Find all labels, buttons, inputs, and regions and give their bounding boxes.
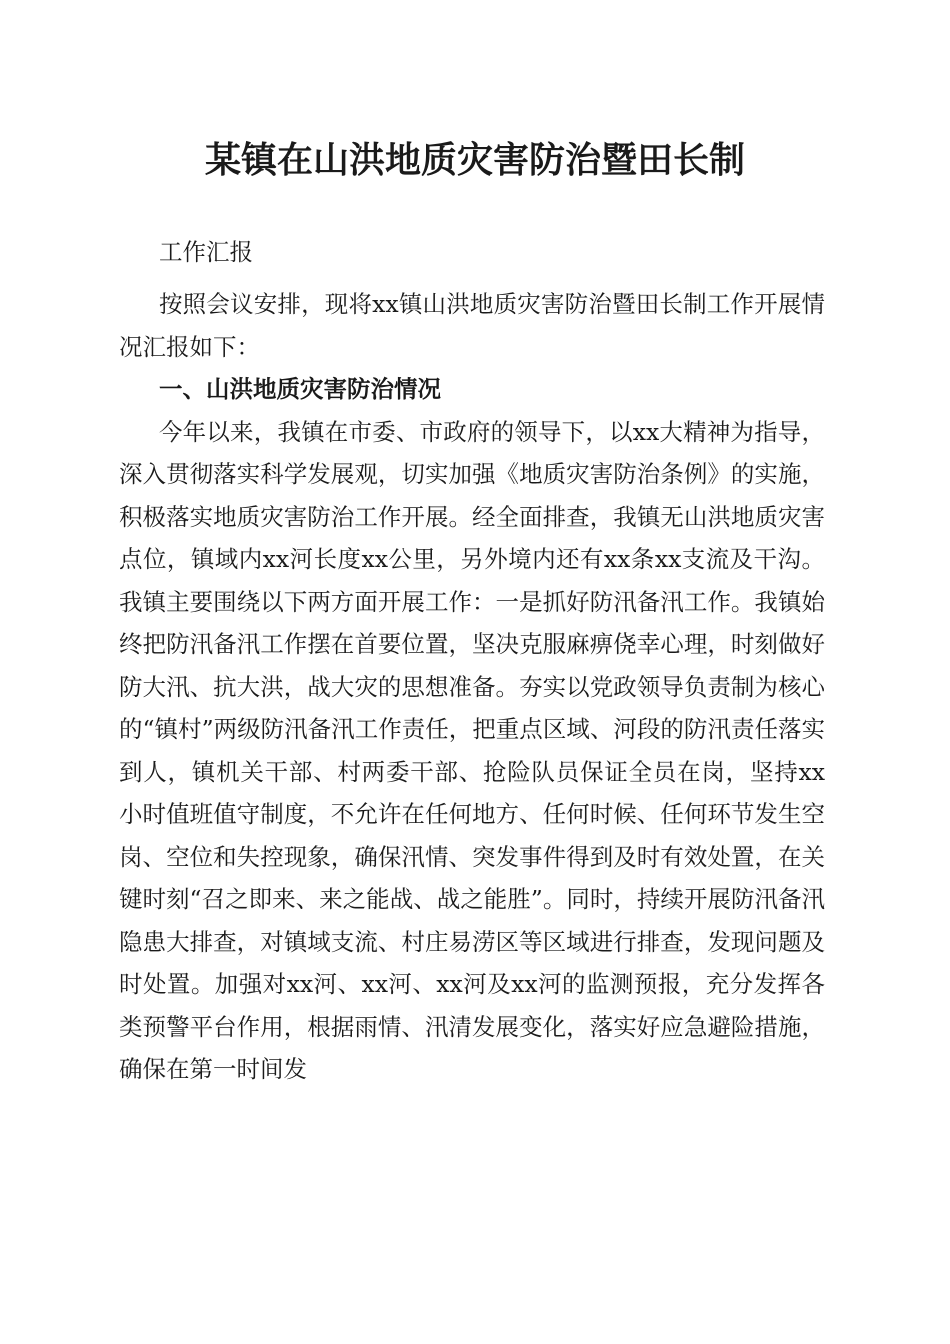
section-heading: 一、山洪地质灾害防治情况	[159, 375, 441, 403]
document-title: 某镇在山洪地质灾害防治暨田长制	[204, 139, 745, 181]
document-subtitle: 工作汇报	[159, 238, 253, 266]
intro-paragraph: 按照会议安排，现将xx镇山洪地质灾害防治暨田长制工作开展情况汇报如下：	[119, 290, 825, 361]
document-body	[119, 283, 825, 1091]
body-paragraph: 今年以来，我镇在市委、市政府的领导下，以xx大精神为指导，深入贯彻落实科学发展观，切实加强《地质灾害防治条例》的实施，积极落实地质灾害防治工作开展。经全面排查，我镇无山洪地质灾害点位，镇域内xx河长度xx公里，另外境内还有xx条xx支流及干沟。我镇主要围绕以下两方面开展工作：一是抓好防汛备汛工作。我镇始终把防汛备汛工作摆在首要位置，坚决克服麻痹侥幸心理，时刻做好防大汛、抗大洪，战大灾的思想准备。夯实以党政领导负责制为核心的“镇村”两级防汛备汛工作责任，把重点区域、河段的防汛责任落实到人，镇机关干部、村两委干部、抢险队员保证全员在岗，坚持xx小时值班值守制度，不允许在任何地方、任何时候、任何环节发生空岗、空位和失控现象，确保汛情、突发事件得到及时有效处置，在关键时刻“召之即来、来之能战、战之能胜”。同时，持续开展防汛备汛隐患大排查，对镇域支流、村庄易涝区等区域进行排查，发现问题及时处置。加强对xx河、xx河、xx河及xx河的监测预报，充分发挥各类预警平台作用，根据雨情、汛清发展变化，落实好应急避险措施，确保在第一时间发	[119, 417, 825, 1083]
